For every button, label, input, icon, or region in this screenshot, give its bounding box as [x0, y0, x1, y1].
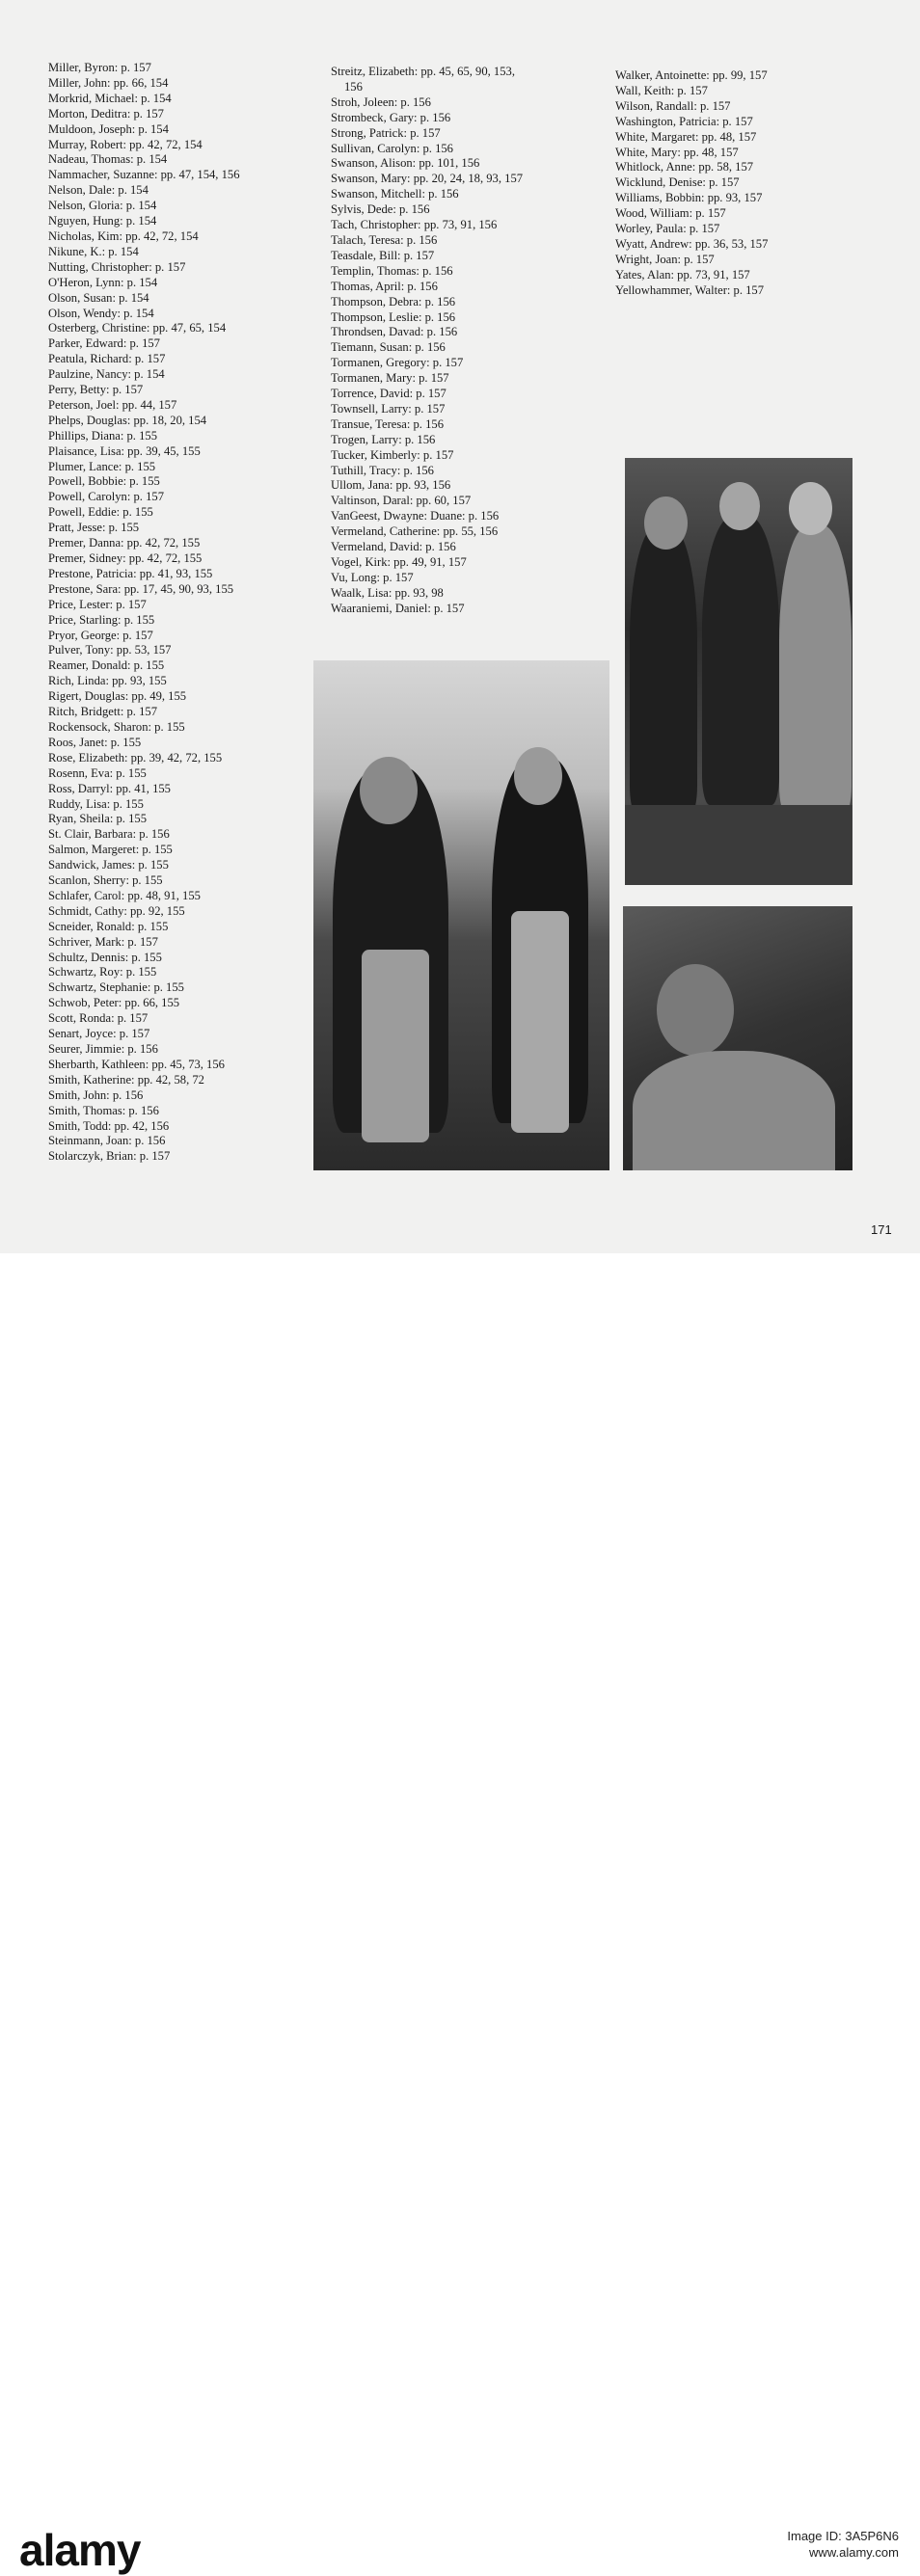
index-entry: Scanlon, Sherry: p. 155 [48, 873, 163, 888]
index-entry: Schwartz, Roy: p. 155 [48, 965, 157, 979]
index-entry: Thomas, April: p. 156 [331, 279, 438, 293]
index-entry: Scott, Ronda: p. 157 [48, 1011, 149, 1026]
index-entry: Paulzine, Nancy: p. 154 [48, 367, 165, 382]
index-entry: Perry, Betty: p. 157 [48, 383, 144, 397]
index-entry: Peterson, Joel: pp. 44, 157 [48, 397, 177, 412]
index-entry: Powell, Eddie: p. 155 [48, 505, 153, 520]
index-entry: Phelps, Douglas: pp. 18, 20, 154 [48, 413, 207, 427]
index-entry: Sherbarth, Kathleen: pp. 45, 73, 156 [48, 1057, 225, 1071]
index-entry: Williams, Bobbin: pp. 93, 157 [615, 191, 763, 205]
index-column-1 [48, 61, 240, 1165]
index-entry: Phillips, Diana: p. 155 [48, 428, 157, 443]
index-entry: Plaisance, Lisa: pp. 39, 45, 155 [48, 443, 201, 458]
index-entry: St. Clair, Barbara: p. 156 [48, 827, 170, 842]
index-entry: O'Heron, Lynn: p. 154 [48, 275, 158, 289]
index-entry: Senart, Joyce: p. 157 [48, 1027, 150, 1041]
index-entry: Muldoon, Joseph: p. 154 [48, 121, 169, 136]
index-entry: White, Mary: pp. 48, 157 [615, 145, 739, 159]
index-entry: Tuthill, Tracy: p. 156 [331, 463, 434, 477]
index-entry: Waaraniemi, Daniel: p. 157 [331, 601, 465, 615]
index-entry: Vermeland, David: p. 156 [331, 540, 456, 554]
index-entry: Schwob, Peter: pp. 66, 155 [48, 996, 180, 1010]
index-entry: Nelson, Dale: p. 154 [48, 183, 149, 198]
index-entry: Parker, Edward: p. 157 [48, 336, 160, 351]
index-entry: Pryor, George: p. 157 [48, 628, 153, 642]
index-entry: Miller, Byron: p. 157 [48, 61, 151, 74]
index-entry: Prestone, Sara: pp. 17, 45, 90, 93, 155 [48, 581, 234, 596]
index-entry: White, Margaret: pp. 48, 157 [615, 129, 757, 144]
index-entry: Premer, Danna: pp. 42, 72, 155 [48, 536, 201, 550]
index-entry: Rigert, Douglas: pp. 49, 155 [48, 689, 187, 704]
index-entry: Ullom, Jana: pp. 93, 156 [331, 478, 451, 493]
index-entry: Morton, Deditra: p. 157 [48, 106, 164, 121]
index-entry: Schriver, Mark: p. 157 [48, 934, 158, 949]
index-entry: Prestone, Patricia: pp. 41, 93, 155 [48, 566, 213, 580]
index-entry: Vermeland, Catherine: pp. 55, 156 [331, 524, 499, 539]
index-entry: Premer, Sidney: pp. 42, 72, 155 [48, 551, 203, 565]
index-entry: Teasdale, Bill: p. 157 [331, 248, 435, 262]
index-entry: Rich, Linda: pp. 93, 155 [48, 674, 167, 688]
index-entry: Smith, Thomas: p. 156 [48, 1103, 159, 1117]
index-entry: Osterberg, Christine: pp. 47, 65, 154 [48, 321, 227, 335]
index-entry: Steinmann, Joan: p. 156 [48, 1134, 166, 1148]
index-entry: Thompson, Leslie: p. 156 [331, 309, 456, 324]
index-column-2 [331, 65, 523, 617]
index-entry: Tormanen, Mary: p. 157 [331, 371, 449, 386]
index-entry: Peatula, Richard: p. 157 [48, 352, 166, 366]
index-entry: Whitlock, Anne: pp. 58, 157 [615, 160, 754, 174]
index-entry: Yellowhammer, Walter: p. 157 [615, 282, 765, 297]
index-entry: Schultz, Dennis: p. 155 [48, 950, 162, 964]
index-entry: Talach, Teresa: p. 156 [331, 232, 438, 247]
index-entry: Price, Lester: p. 157 [48, 597, 147, 611]
index-entry: Throndsen, Davad: p. 156 [331, 325, 458, 339]
index-entry: Worley, Paula: p. 157 [615, 222, 720, 236]
index-entry: Seurer, Jimmie: p. 156 [48, 1042, 158, 1056]
index-entry: Tiemann, Susan: p. 156 [331, 340, 446, 355]
index-entry: Swanson, Mary: pp. 20, 24, 18, 93, 157 [331, 172, 524, 186]
site-url: www.alamy.com [809, 2545, 899, 2560]
index-entry: Valtinson, Daral: pp. 60, 157 [331, 494, 472, 508]
index-entry: Stroh, Joleen: p. 156 [331, 94, 431, 109]
index-entry: Nicholas, Kim: pp. 42, 72, 154 [48, 228, 199, 243]
index-entry: Torrence, David: p. 157 [331, 387, 446, 401]
index-entry: Ryan, Sheila: p. 155 [48, 812, 147, 826]
index-entry: Tucker, Kimberly: p. 157 [331, 447, 454, 462]
index-entry: Nutting, Christopher: p. 157 [48, 259, 186, 274]
index-entry: Powell, Bobbie: p. 155 [48, 474, 160, 489]
index-entry: Morkrid, Michael: p. 154 [48, 91, 172, 105]
index-entry: Rosenn, Eva: p. 155 [48, 765, 147, 780]
index-entry: Olson, Susan: p. 154 [48, 290, 149, 305]
index-entry: Wall, Keith: p. 157 [615, 83, 708, 97]
index-entry: Schmidt, Cathy: pp. 92, 155 [48, 903, 185, 918]
photo-two-boys-seated [313, 660, 609, 1170]
index-entry: Transue, Teresa: p. 156 [331, 416, 444, 431]
index-entry: Ruddy, Lisa: p. 155 [48, 796, 144, 811]
index-entry: Yates, Alan: pp. 73, 91, 157 [615, 267, 750, 282]
index-entry: Thompson, Debra: p. 156 [331, 294, 456, 309]
index-entry: Smith, Todd: pp. 42, 156 [48, 1118, 170, 1133]
index-entry: Trogen, Larry: p. 156 [331, 432, 436, 446]
index-entry: Wyatt, Andrew: pp. 36, 53, 157 [615, 236, 769, 251]
index-entry: Vogel, Kirk: pp. 49, 91, 157 [331, 555, 467, 569]
index-entry: VanGeest, Dwayne: Duane: p. 156 [331, 509, 500, 523]
index-column-3 [615, 68, 768, 299]
index-entry: Powell, Carolyn: p. 157 [48, 490, 164, 504]
photo-three-students-standing [625, 458, 852, 885]
index-entry: Templin, Thomas: p. 156 [331, 263, 453, 278]
index-entry: Ritch, Bridgett: p. 157 [48, 705, 157, 719]
index-entry: Townsell, Larry: p. 157 [331, 401, 446, 416]
index-entry: Tach, Christopher: pp. 73, 91, 156 [331, 218, 498, 232]
index-entry: Price, Starling: p. 155 [48, 612, 155, 627]
index-entry: Sylvis, Dede: p. 156 [331, 202, 430, 217]
index-entry: Salmon, Margeret: p. 155 [48, 843, 173, 857]
index-entry: Olson, Wendy: p. 154 [48, 306, 154, 320]
image-id [787, 2528, 899, 2561]
index-entry: Miller, John: pp. 66, 154 [48, 75, 169, 90]
watermark-footer [0, 1253, 920, 2575]
index-entry: Nguyen, Hung: p. 154 [48, 214, 157, 228]
index-entry: Schlafer, Carol: pp. 48, 91, 155 [48, 888, 201, 902]
index-entry: Nelson, Gloria: p. 154 [48, 199, 157, 213]
alamy-logo: alamy [19, 2525, 141, 2575]
index-entry: Wicklund, Denise: p. 157 [615, 175, 740, 190]
index-entry: Wright, Joan: p. 157 [615, 252, 715, 266]
index-entry: Smith, John: p. 156 [48, 1087, 144, 1102]
index-entry: Rose, Elizabeth: pp. 39, 42, 72, 155 [48, 750, 223, 765]
index-entry: Rockensock, Sharon: p. 155 [48, 719, 185, 734]
index-entry: Roos, Janet: p. 155 [48, 735, 142, 749]
index-entry: Schwartz, Stephanie: p. 155 [48, 980, 184, 995]
index-entry: Sullivan, Carolyn: p. 156 [331, 141, 453, 155]
index-entry: Vu, Long: p. 157 [331, 570, 414, 584]
index-entry: Nikune, K.: p. 154 [48, 244, 139, 258]
index-entry: Streitz, Elizabeth: pp. 45, 65, 90, 153, [331, 65, 515, 78]
index-entry: Nammacher, Suzanne: pp. 47, 154, 156 [48, 168, 240, 182]
index-entry: Swanson, Mitchell: p. 156 [331, 187, 459, 201]
index-entry: 156 [344, 79, 363, 94]
index-entry: Walker, Antoinette: pp. 99, 157 [615, 68, 768, 82]
index-entry: Reamer, Donald: p. 155 [48, 658, 165, 673]
index-entry: Scneider, Ronald: p. 155 [48, 919, 169, 933]
index-entry: Washington, Patricia: p. 157 [615, 114, 753, 128]
index-entry: Wood, William: p. 157 [615, 206, 726, 221]
index-entry: Ross, Darryl: pp. 41, 155 [48, 781, 171, 795]
index-entry: Stolarczyk, Brian: p. 157 [48, 1149, 171, 1164]
index-entry: Tormanen, Gregory: p. 157 [331, 356, 464, 370]
index-entry: Pulver, Tony: pp. 53, 157 [48, 643, 172, 657]
index-entry: Swanson, Alison: pp. 101, 156 [331, 156, 480, 171]
index-entry: Wilson, Randall: p. 157 [615, 98, 731, 113]
index-entry: Plumer, Lance: p. 155 [48, 459, 156, 473]
image-id-text: Image ID: 3A5P6N6 [787, 2529, 899, 2543]
index-entry: Sandwick, James: p. 155 [48, 858, 169, 872]
yearbook-page [0, 0, 920, 1253]
index-entry: Pratt, Jesse: p. 155 [48, 521, 140, 535]
index-entry: Murray, Robert: pp. 42, 72, 154 [48, 137, 203, 151]
index-entry: Waalk, Lisa: pp. 93, 98 [331, 585, 444, 600]
index-entry: Strong, Patrick: p. 157 [331, 125, 441, 140]
index-entry: Smith, Katherine: pp. 42, 58, 72 [48, 1072, 204, 1087]
index-entry: Strombeck, Gary: p. 156 [331, 110, 451, 124]
photo-girl-in-turtleneck [623, 906, 852, 1170]
page-number: 171 [871, 1222, 892, 1237]
index-entry: Nadeau, Thomas: p. 154 [48, 152, 168, 167]
